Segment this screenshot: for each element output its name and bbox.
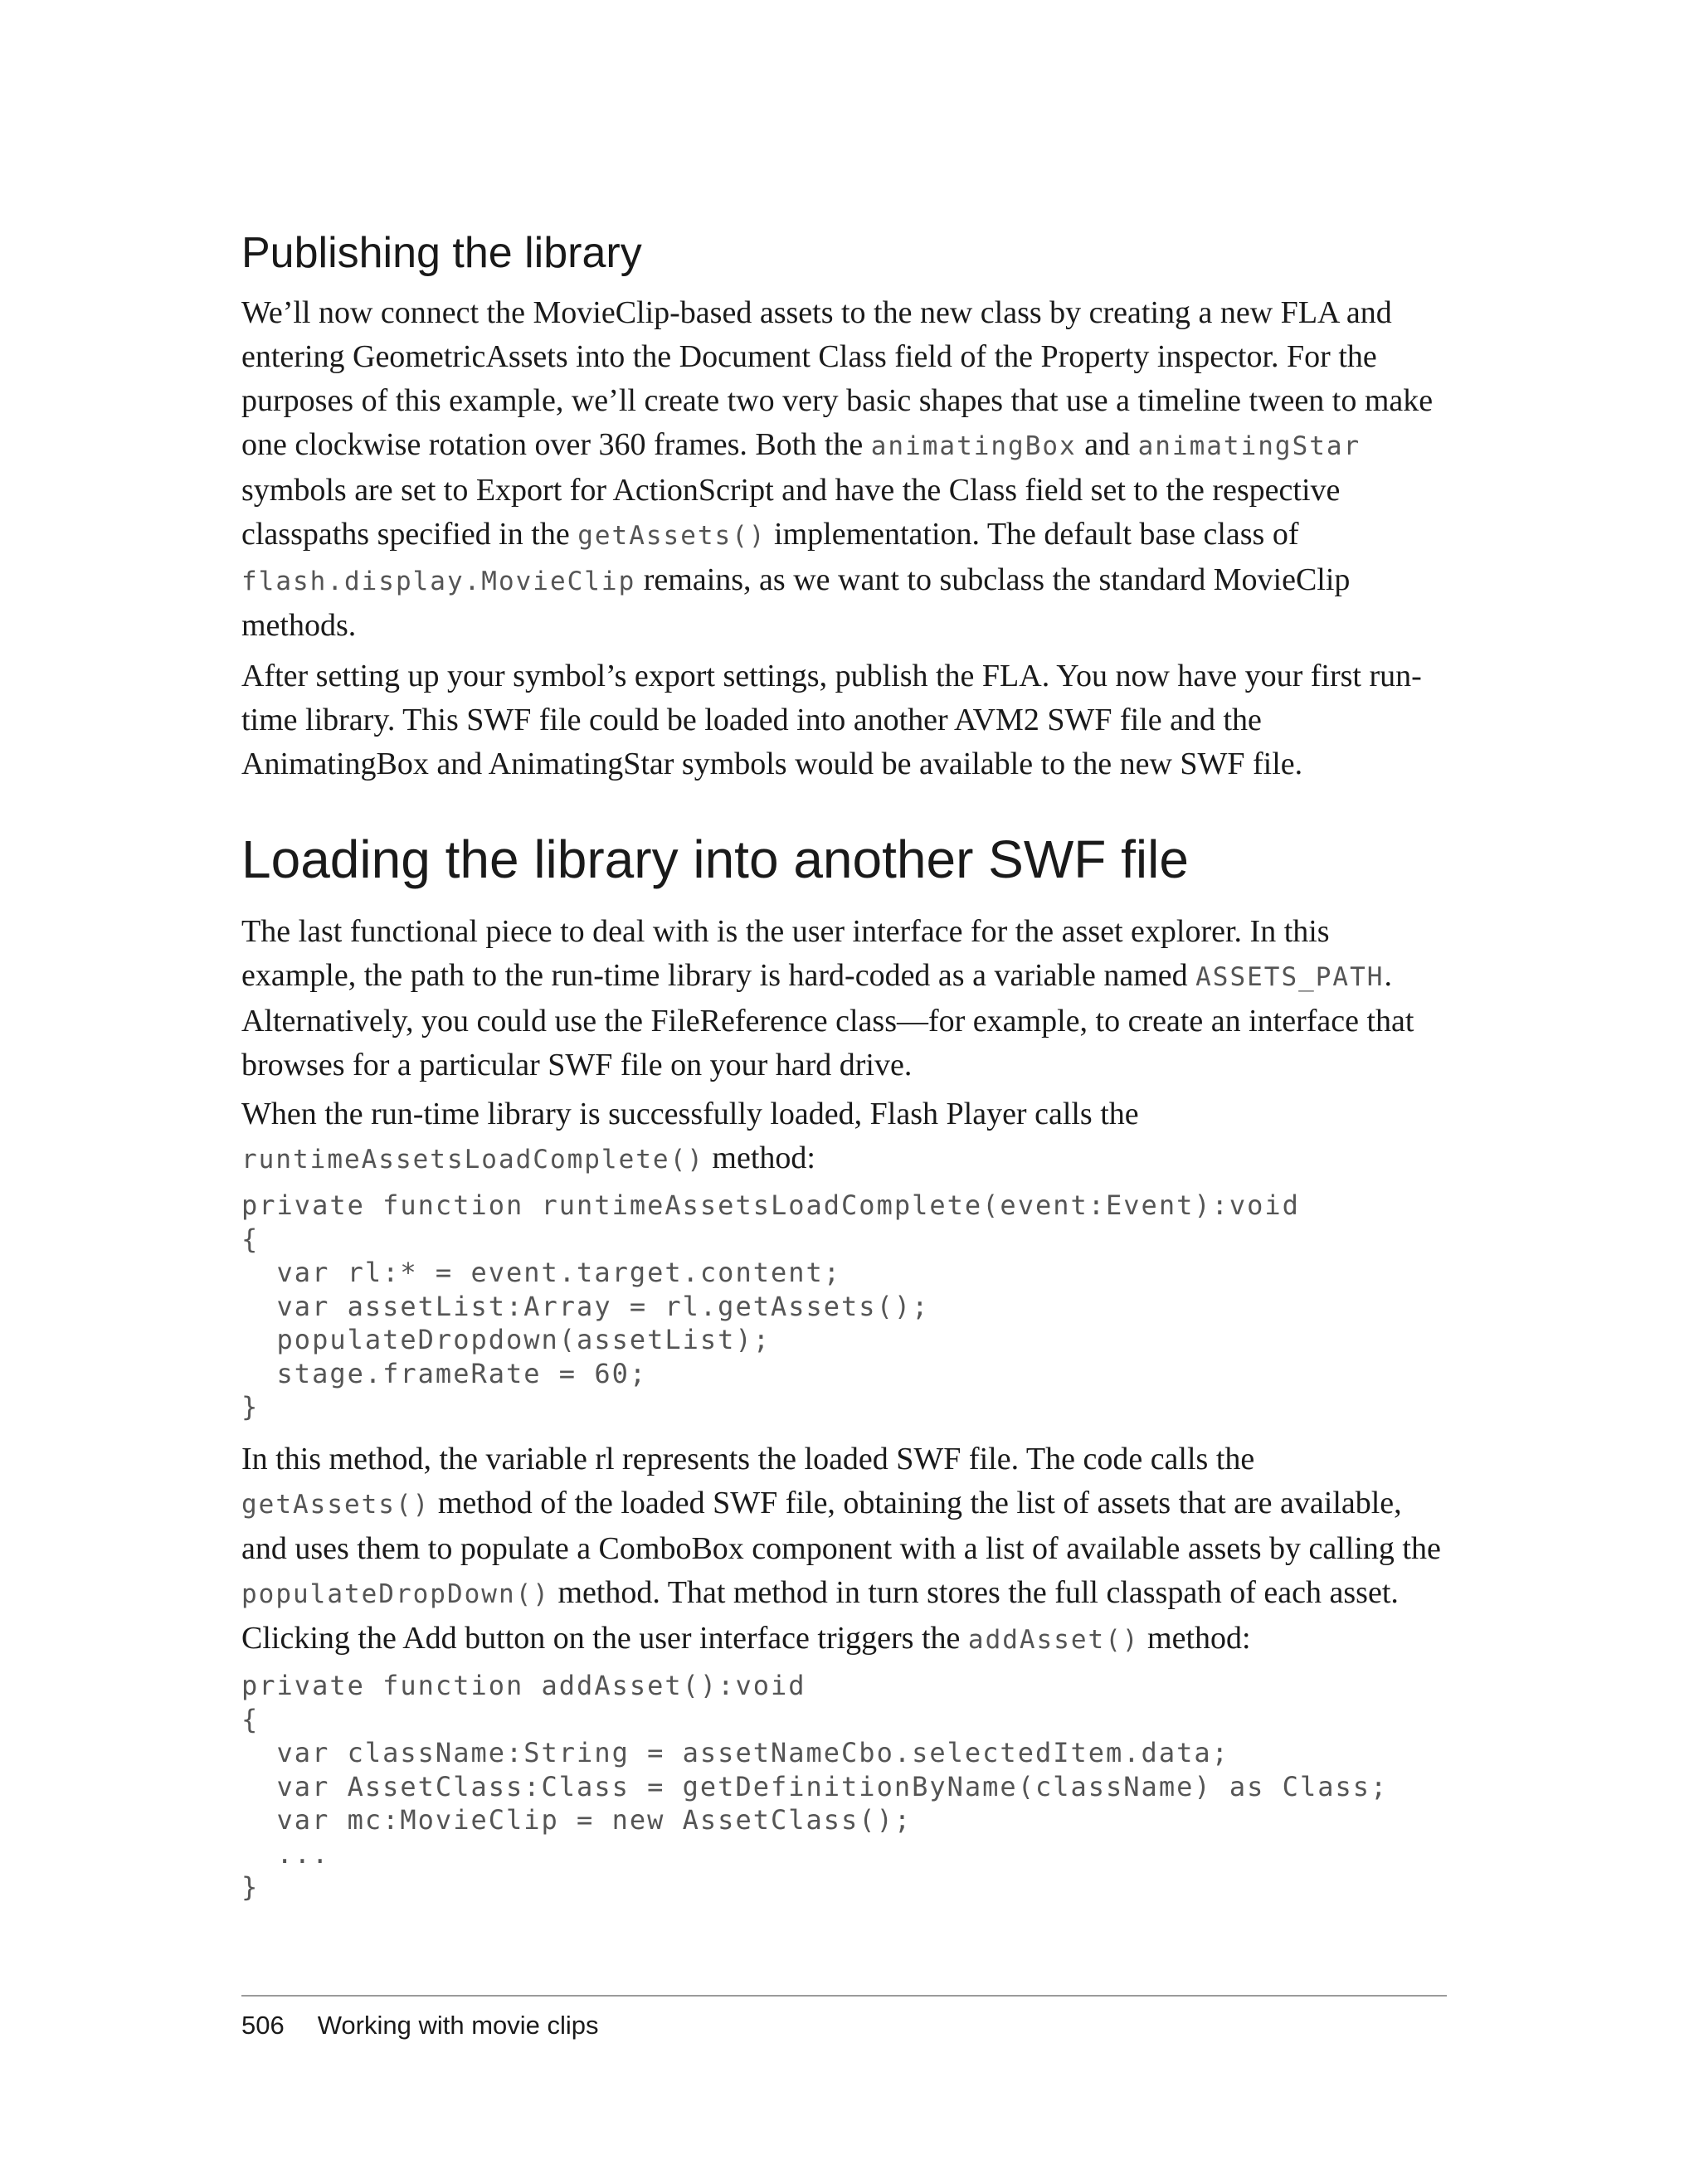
paragraph-method-explanation — [241, 1437, 1447, 1662]
text-run: method: — [703, 1141, 815, 1175]
inline-code: populateDropDown() — [241, 1579, 550, 1609]
text-run: implementation. The default base class of — [766, 517, 1299, 552]
text-run: method. That method in turn stores the full classpath of each asset. Clicking the Add button on the user interface triggers the — [241, 1575, 1399, 1656]
footer-divider — [241, 1995, 1447, 1997]
code-block-load-complete: private function runtimeAssetsLoadComplete(event:Event):void { var rl:* = event.target.content; var assetList:Array = rl.getAssets(); populateDropdown(assetList); stage.frameRate = 60; } — [241, 1189, 1300, 1423]
paragraph-asset-explorer — [241, 910, 1447, 1087]
paragraph-load-complete — [241, 1092, 1139, 1182]
page-number: 506 — [241, 2011, 285, 2040]
inline-code: addAsset() — [967, 1625, 1140, 1655]
text-run: We’ll now connect the MovieClip-based assets to the new class by creating a new FLA and entering GeometricAssets into the Document Class field of the Property inspector. For the purposes of this example, we’ll create two very basic shapes that use a timeline tween to make one clockwise rotation over 360 frames. Both the — [241, 295, 1434, 462]
text-run: remains, as we want to subclass the standard MovieClip methods. — [241, 562, 1351, 643]
inline-code: getAssets() — [241, 1490, 431, 1520]
text-run: method: — [1139, 1621, 1251, 1656]
text-run: When the run-time library is successfully loaded, Flash Player calls the — [241, 1097, 1139, 1131]
chapter-title: Working with movie clips — [317, 2011, 599, 2040]
paragraph-publish-fla: After setting up your symbol’s export settings, publish the FLA. You now have your first run-time library. This SWF file could be loaded into another AVM2 SWF file and the AnimatingBox and AnimatingStar symbols would be available to the new SWF file. — [241, 659, 1422, 781]
section-heading-publishing: Publishing the library — [241, 229, 642, 277]
text-run: In this method, the variable rl represents the loaded SWF file. The code calls the — [241, 1442, 1255, 1476]
inline-code: runtimeAssetsLoadComplete() — [241, 1145, 704, 1175]
section-heading-loading: Loading the library into another SWF file — [241, 829, 1189, 889]
paragraph-publishing-intro — [241, 291, 1447, 648]
inline-code: animatingStar — [1137, 431, 1361, 461]
text-run: and — [1076, 427, 1138, 462]
inline-code: animatingBox — [870, 431, 1077, 461]
text-run: The last functional piece to deal with is the user interface for the asset explorer. In this example, the path to the run-time library is hard-coded as a variable named — [241, 914, 1330, 993]
inline-code: flash.display.MovieClip — [241, 567, 636, 596]
inline-code: getAssets() — [577, 521, 767, 551]
code-block-add-asset: private function addAsset():void { var className:String = assetNameCbo.selectedItem.data; var AssetClass:Class = getDefinitionByName(className) as Class; var mc:MovieClip = new AssetClass(); ... } — [241, 1670, 1389, 1903]
text-run: method of the loaded SWF file, obtaining the list of assets that are available, and uses them to populate a ComboBox component with a list of available assets by calling the — [241, 1486, 1441, 1566]
text-run: . Alternatively, you could use the FileReference class—for example, to create an interface that browses for a particular SWF file on your hard drive. — [241, 958, 1414, 1082]
page-footer — [241, 2009, 599, 2042]
inline-code: ASSETS_PATH — [1195, 962, 1385, 992]
text-run: symbols are set to Export for ActionScript and have the Class field set to the respective classpaths specified in the — [241, 473, 1341, 552]
